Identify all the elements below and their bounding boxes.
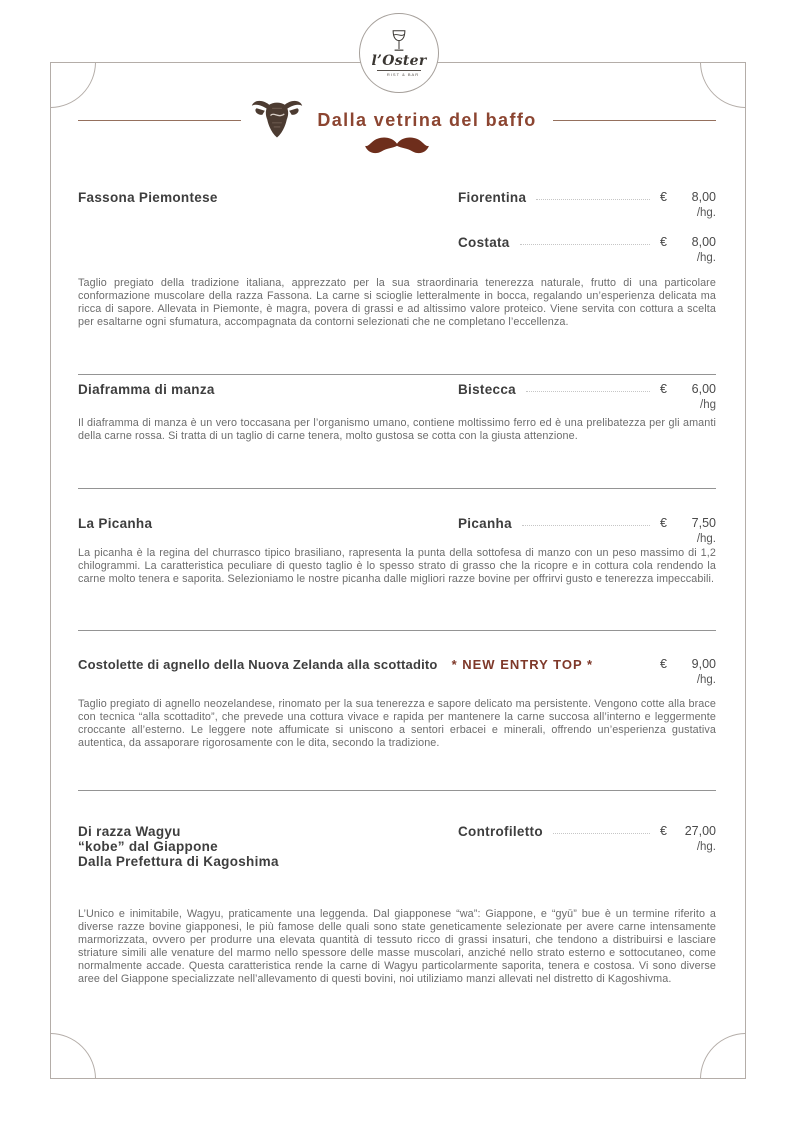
item-name-with-badge [78,657,593,672]
price-value: 8,00 [691,235,716,249]
menu-item-picanha [78,516,716,545]
currency-symbol: € [660,516,667,530]
price-block [660,235,716,264]
item-name: La Picanha [78,516,153,531]
mustache-icon [78,134,716,165]
item-name-line: “kobe” dal Giappone [78,839,218,854]
frame-corner-bottom-right [700,1033,746,1079]
price-block [660,824,716,853]
price-block [660,190,716,219]
dish-line-costata [458,235,716,264]
item-name: Fassona Piemontese [78,190,218,205]
title-flank-line-left [78,120,241,121]
dish-label: Picanha [458,516,512,531]
dish-line-controfiletto [458,824,716,853]
currency-symbol: € [660,824,667,838]
price-unit: /hg. [696,207,716,219]
menu-item-costolette [78,657,716,686]
price-unit: /hg [700,399,716,411]
price-value: 6,00 [691,382,716,396]
price-value: 8,00 [691,190,716,204]
dotted-leader [526,382,650,392]
dish-label: Fiorentina [458,190,527,205]
dish-line-fiorentina [458,190,716,219]
item-price-column [458,382,716,411]
dotted-leader [536,190,650,200]
item-name: Diaframma di manza [78,382,215,397]
price-block [660,382,716,411]
item-price-column [458,516,716,545]
price-unit: /hg. [696,533,716,545]
price-unit: /hg. [696,252,716,264]
price-value: 27,00 [684,824,716,838]
currency-symbol: € [660,190,667,204]
item-price-column [458,190,716,264]
item-price-column [458,824,716,853]
item-description: L’Unico e inimitabile, Wagyu, praticamente una leggenda. Dal giapponese “wa”: Giappone, e “gyū” bue è un termine riferito a diverse razze bovine giapponesi, le più famose delle quali sono state geneticamente selezionate per avere carne intensamente marmorizzata, ovvero per produrre una elevata quantità di tessuto ricco di grassi insaturi, che tendono a distribuirsi e lasciare striature simili alle venature del marmo nello spessore delle masse muscolari, anziché nello strato esterno e sottocutaneo, come normalmente accade. Questa caratteristica rende la carne di Wagyu particolarmente saporita, tenera e costosa. Vi sono diverse aree del Giappone specializzate nell’allevamento di questi bovini, noi utiliziamo manzi allevati nel distretto di Kagoshivma. [78,908,716,986]
restaurant-logo [359,13,439,93]
section-divider [78,374,716,375]
section-divider [78,790,716,791]
section-divider [78,630,716,631]
logo-subtext: RIST & BAR [377,70,421,77]
menu-item-wagyu [78,824,716,869]
section-divider [78,488,716,489]
dish-label: Controfiletto [458,824,543,839]
currency-symbol: € [660,382,667,396]
item-name-multiline [78,824,279,869]
price-unit: /hg. [696,674,716,686]
item-name: Costolette di agnello della Nuova Zelanda alla scottadito [78,657,438,672]
currency-symbol: € [660,657,667,671]
item-description: Taglio pregiato della tradizione italiana, apprezzato per la sua straordinaria tenerezza naturale, frutto di una particolare conformazione muscolare della razza Fassona. La carne si scioglie letteralmente in bocca, regalando un’esperienza delicata ma ricca di sapore. Allevata in Piemonte, è magra, povera di grassi e ad altissimo valore proteico. Viene servita con cottura a scelta per esaltarne ogni sfumatura, accompagnata da contorni selezionati che ne completano l’eccellenza. [78,277,716,329]
menu-item-fassona [78,190,716,264]
dotted-leader [520,235,650,245]
dish-line-picanha [458,516,716,545]
page-title: Dalla vetrina del baffo [317,110,537,130]
dish-line-bistecca [458,382,716,411]
new-entry-badge: * NEW ENTRY TOP * [451,657,594,672]
price-value: 9,00 [691,657,716,671]
menu-item-diaframma [78,382,716,411]
logo-name: l’Oster [371,52,427,69]
frame-corner-bottom-left [50,1033,96,1079]
item-name-line: Di razza Wagyu [78,824,181,839]
dotted-leader [553,824,650,834]
dotted-leader [522,516,650,526]
item-name-line: Dalla Prefettura di Kagoshima [78,854,279,869]
title-flank-line-right [553,120,716,121]
item-description: La picanha è la regina del churrasco tipico brasiliano, rapresenta la punta della sottofesa di manzo con un peso massimo di 1,2 chilogrammi. La caratteristica peculiare di questo taglio è lo spesso strato di grasso che la ricopre e in cottura cola rendendo la carne molto tenera e saporita. Selezioniamo le nostre picanha dalle migliori razze bovine per offrirvi gusto e tenerezza impeccabili. [78,547,716,586]
dish-label: Costata [458,235,510,250]
item-description: Il diaframma di manza è un vero toccasana per l’organismo umano, contiene moltissimo ferro ed è una prelibatezza per gli amanti della carne rossa. Si tratta di un taglio di carne tenera, molto gustosa se cotta con la giusta attenzione. [78,417,716,443]
item-description: Taglio pregiato di agnello neozelandese, rinomato per la sua tenerezza e sapore delicato ma persistente. Vengono cotte alla brace con tecnica “alla scottadito”, che prevede una cottura vivace e rapida per mantenere la carne succosa all’interno e leggermente croccante all’esterno. Le leggere note affumicate si uniscono a sentori erbacei e minerali, offrendo un’esperienza gustativa autentica, da assaporare rigorosamente con le dita, secondo la tradizione. [78,698,716,750]
price-unit: /hg. [696,841,716,853]
currency-symbol: € [660,235,667,249]
price-value: 7,50 [691,516,716,530]
price-block [660,516,716,545]
price-block [660,657,716,686]
dish-label: Bistecca [458,382,516,397]
